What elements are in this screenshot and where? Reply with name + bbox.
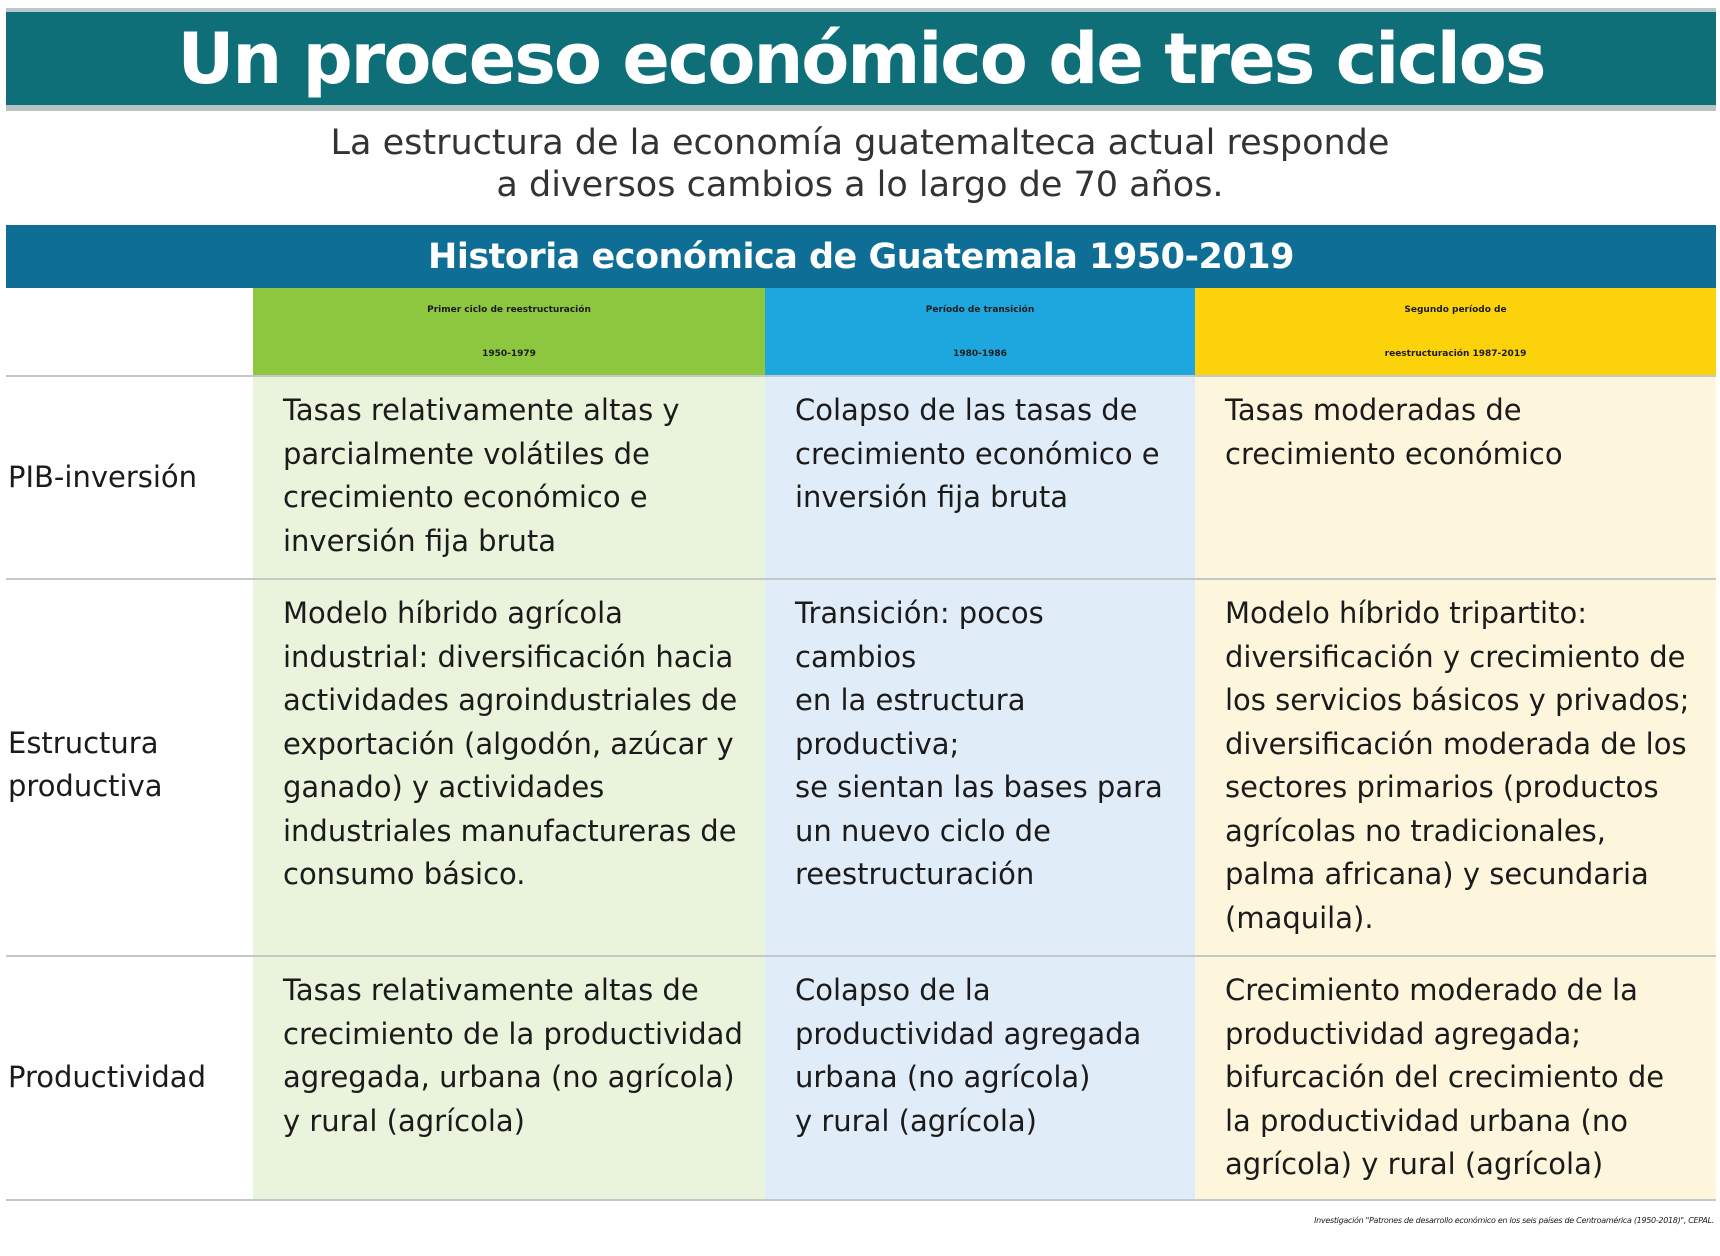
cell-line: consumo básico. bbox=[283, 857, 526, 891]
cell-productividad-transition bbox=[795, 969, 1141, 1143]
cell-line: agregada, urbana (no agrícola) bbox=[283, 1060, 735, 1094]
cell-line: Colapso de las tasas de bbox=[795, 393, 1138, 427]
column-header-transition bbox=[765, 288, 1195, 376]
cell-line: Modelo híbrido tripartito: bbox=[1225, 596, 1587, 630]
source-note: Investigación "Patrones de desarrollo económico en los seis países de Centroamérica (1950-2018)", CEPAL. bbox=[1314, 1216, 1714, 1225]
cell-productividad-first-cycle bbox=[283, 969, 743, 1143]
row-divider bbox=[6, 955, 1716, 957]
cell-line: Transición: pocos bbox=[795, 596, 1044, 630]
subtitle-line-2: a diversos cambios a lo largo de 70 años. bbox=[496, 165, 1224, 205]
cell-line: y rural (agrícola) bbox=[283, 1103, 525, 1138]
cell-pib-first-cycle bbox=[283, 389, 680, 563]
column-header-line: 1980-1986 bbox=[953, 349, 1007, 359]
cell-line: un nuevo ciclo de bbox=[795, 813, 1051, 848]
cell-line: actividades agroindustriales de bbox=[283, 683, 738, 717]
row-divider bbox=[6, 375, 1716, 377]
cell-line: parcialmente volátiles de bbox=[283, 436, 650, 471]
cell-line: agrícolas no tradicionales, bbox=[1225, 813, 1606, 848]
column-header-first-cycle bbox=[253, 288, 765, 376]
row-divider bbox=[6, 578, 1716, 580]
cell-estructura-transition bbox=[795, 592, 1163, 897]
cell-line: la productividad urbana (no bbox=[1225, 1103, 1628, 1138]
cell-line: inversión fija bruta bbox=[795, 480, 1069, 514]
cell-line: cambios bbox=[795, 639, 917, 674]
column-header-line: reestructuración 1987-2019 bbox=[1384, 349, 1527, 359]
cell-line: inversión fija bruta bbox=[283, 523, 557, 558]
cell-line: urbana (no agrícola) bbox=[795, 1060, 1091, 1094]
cell-line: crecimiento económico e bbox=[283, 480, 648, 514]
row-label-pib-inversion bbox=[8, 456, 248, 499]
cell-estructura-second-cycle bbox=[1225, 592, 1689, 940]
cell-line: Tasas relativamente altas de bbox=[283, 973, 699, 1007]
cell-line: diversificación moderada de los bbox=[1225, 726, 1687, 761]
cell-line: bifurcación del crecimiento de bbox=[1225, 1060, 1665, 1094]
subtitle-line-1: La estructura de la economía guatemalteca actual responde bbox=[330, 123, 1390, 163]
cell-line: exportación (algodón, azúcar y bbox=[283, 726, 734, 761]
row-divider bbox=[6, 1199, 1716, 1201]
cell-productividad-second-cycle bbox=[1225, 969, 1664, 1187]
row-label-estructura-productiva bbox=[8, 722, 248, 808]
cell-line: Tasas relativamente altas y bbox=[283, 393, 680, 427]
cell-line: Colapso de la bbox=[795, 973, 991, 1007]
cell-line: agrícola) y rural (agrícola) bbox=[1225, 1147, 1604, 1181]
cell-line: Modelo híbrido agrícola bbox=[283, 596, 623, 630]
subtitle bbox=[0, 122, 1720, 206]
title-banner bbox=[6, 8, 1716, 105]
cell-line: productiva; bbox=[795, 726, 960, 761]
cell-line: productividad agregada; bbox=[1225, 1016, 1582, 1051]
row-label-text: Estructura bbox=[8, 726, 159, 760]
column-header-second-cycle bbox=[1195, 288, 1716, 376]
cell-pib-transition bbox=[795, 389, 1160, 520]
table-title: Historia económica de Guatemala 1950-2019 bbox=[428, 236, 1294, 277]
cell-line: diversificación y crecimiento de bbox=[1225, 639, 1686, 674]
row-label-productividad bbox=[8, 1056, 248, 1099]
cell-line: crecimiento económico e bbox=[795, 436, 1160, 471]
cell-line: reestructuración bbox=[795, 857, 1035, 891]
table-title-bar bbox=[6, 225, 1716, 288]
page-title: Un proceso económico de tres ciclos bbox=[177, 17, 1545, 100]
cell-line: los servicios básicos y privados; bbox=[1225, 683, 1690, 717]
column-header-line: Segundo período de bbox=[1404, 305, 1507, 315]
column-header-line: Primer ciclo de reestructuración bbox=[427, 305, 591, 315]
column-header-line: 1950-1979 bbox=[482, 349, 536, 359]
cell-line: se sientan las bases para bbox=[795, 770, 1163, 804]
cell-line: y rural (agrícola) bbox=[795, 1103, 1037, 1138]
cell-pib-second-cycle bbox=[1225, 389, 1563, 476]
row-label-text: PIB-inversión bbox=[8, 460, 198, 494]
cell-line: crecimiento de la productividad bbox=[283, 1016, 743, 1051]
row-label-text: productiva bbox=[8, 769, 163, 803]
cell-line: sectores primarios (productos bbox=[1225, 770, 1659, 804]
cell-line: ganado) y actividades bbox=[283, 770, 605, 804]
cell-line: crecimiento económico bbox=[1225, 436, 1563, 471]
cell-line: industriales manufactureras de bbox=[283, 813, 737, 848]
cell-line: palma africana) y secundaria bbox=[1225, 857, 1649, 891]
cell-estructura-first-cycle bbox=[283, 592, 737, 897]
cell-line: Tasas moderadas de bbox=[1225, 393, 1522, 427]
column-header-line: Período de transición bbox=[925, 305, 1035, 315]
cell-line: industrial: diversificación hacia bbox=[283, 639, 734, 674]
cell-line: productividad agregada bbox=[795, 1016, 1142, 1051]
cell-line: (maquila). bbox=[1225, 900, 1374, 935]
row-label-text: Productividad bbox=[8, 1060, 206, 1094]
cell-line: en la estructura bbox=[795, 683, 1026, 717]
cell-line: Crecimiento moderado de la bbox=[1225, 973, 1638, 1007]
